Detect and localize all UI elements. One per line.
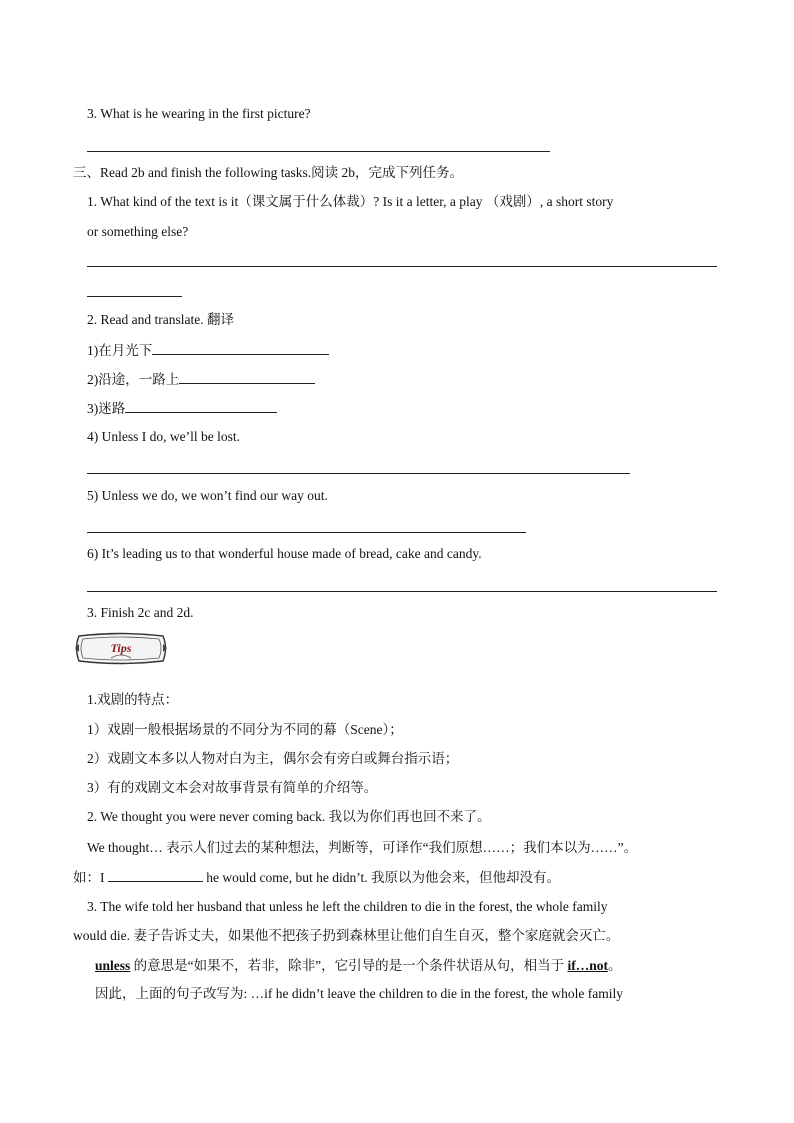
note-1-item-b: 2）戏剧文本多以人物对白为主，偶尔会有旁白或舞台指示语； [87, 751, 459, 766]
keyword-unless: unless [95, 958, 131, 973]
note-2-explanation: We thought… 表示人们过去的某种想法，判断等，可译作“我们原想……；我们本以为……”。 [87, 840, 638, 855]
translate-item-2-text: 2)沿途，一路上 [87, 372, 180, 387]
note-1-item-a: 1）戏剧一般根据场景的不同分为不同的幕（Scene）； [87, 722, 403, 737]
translate-item-2 [87, 369, 315, 390]
example-prefix: 如：I [73, 870, 105, 885]
keyword-if-not: if…not [567, 958, 609, 973]
note-3-line-1: 3. The wife told her husband that unless he left the children to die in the forest, the whole family [87, 899, 608, 914]
tips-frame-icon [73, 632, 169, 665]
answer-line [87, 532, 526, 533]
answer-line [87, 151, 550, 152]
task-1-line-2: or something else? [87, 224, 189, 239]
tips-label: Tips [110, 641, 132, 655]
section-3-heading: 三、Read 2b and finish the following tasks.阅读 2b，完成下列任务。 [73, 165, 463, 180]
answer-line [87, 473, 630, 474]
question-3: 3. What is he wearing in the first picture? [87, 106, 311, 121]
tips-banner [73, 632, 169, 665]
note-3-end: 。 [608, 958, 622, 973]
note-2-example [73, 867, 560, 888]
answer-line [87, 591, 717, 592]
translate-item-1-text: 1)在月光下 [87, 343, 153, 358]
translate-item-3-text: 3)迷路 [87, 401, 126, 416]
translate-item-6: 6) It’s leading us to that wonderful house made of bread, cake and candy. [87, 546, 482, 561]
blank[interactable] [179, 369, 315, 384]
blank[interactable] [152, 340, 329, 355]
answer-line [87, 266, 717, 267]
blank[interactable] [108, 867, 203, 882]
translate-item-3 [87, 398, 277, 419]
task-1-line-1: 1. What kind of the text is it（课文属于什么体裁）? Is it a letter, a play （戏剧）, a short story [87, 194, 614, 209]
task-2-heading: 2. Read and translate. 翻译 [87, 312, 234, 327]
translate-item-4: 4) Unless I do, we’ll be lost. [87, 429, 240, 444]
translate-item-5: 5) Unless we do, we won’t find our way out. [87, 488, 328, 503]
note-3-meaning: 的意思是“如果不，若非，除非”，它引导的是一个条件状语从句，相当于 [130, 958, 568, 973]
note-1-title: 1.戏剧的特点： [87, 692, 179, 707]
example-suffix: he would come, but he didn’t. 我原以为他会来，但他却没有。 [202, 870, 560, 885]
note-3-line-4: 因此，上面的句子改写为: …if he didn’t leave the children to die in the forest, the whole family [95, 986, 624, 1001]
note-2-title: 2. We thought you were never coming back. 我以为你们再也回不来了。 [87, 809, 491, 824]
blank[interactable] [125, 398, 277, 413]
note-1-item-c: 3）有的戏剧文本会对故事背景有简单的介绍等。 [87, 780, 378, 795]
task-3: 3. Finish 2c and 2d. [87, 605, 194, 620]
note-3-line-3 [95, 956, 622, 976]
note-3-line-2: would die. 妻子告诉丈夫，如果他不把孩子扔到森林里让他们自生自灭，整个家庭就会灭亡。 [73, 928, 620, 943]
translate-item-1 [87, 340, 329, 361]
answer-line [87, 296, 182, 297]
